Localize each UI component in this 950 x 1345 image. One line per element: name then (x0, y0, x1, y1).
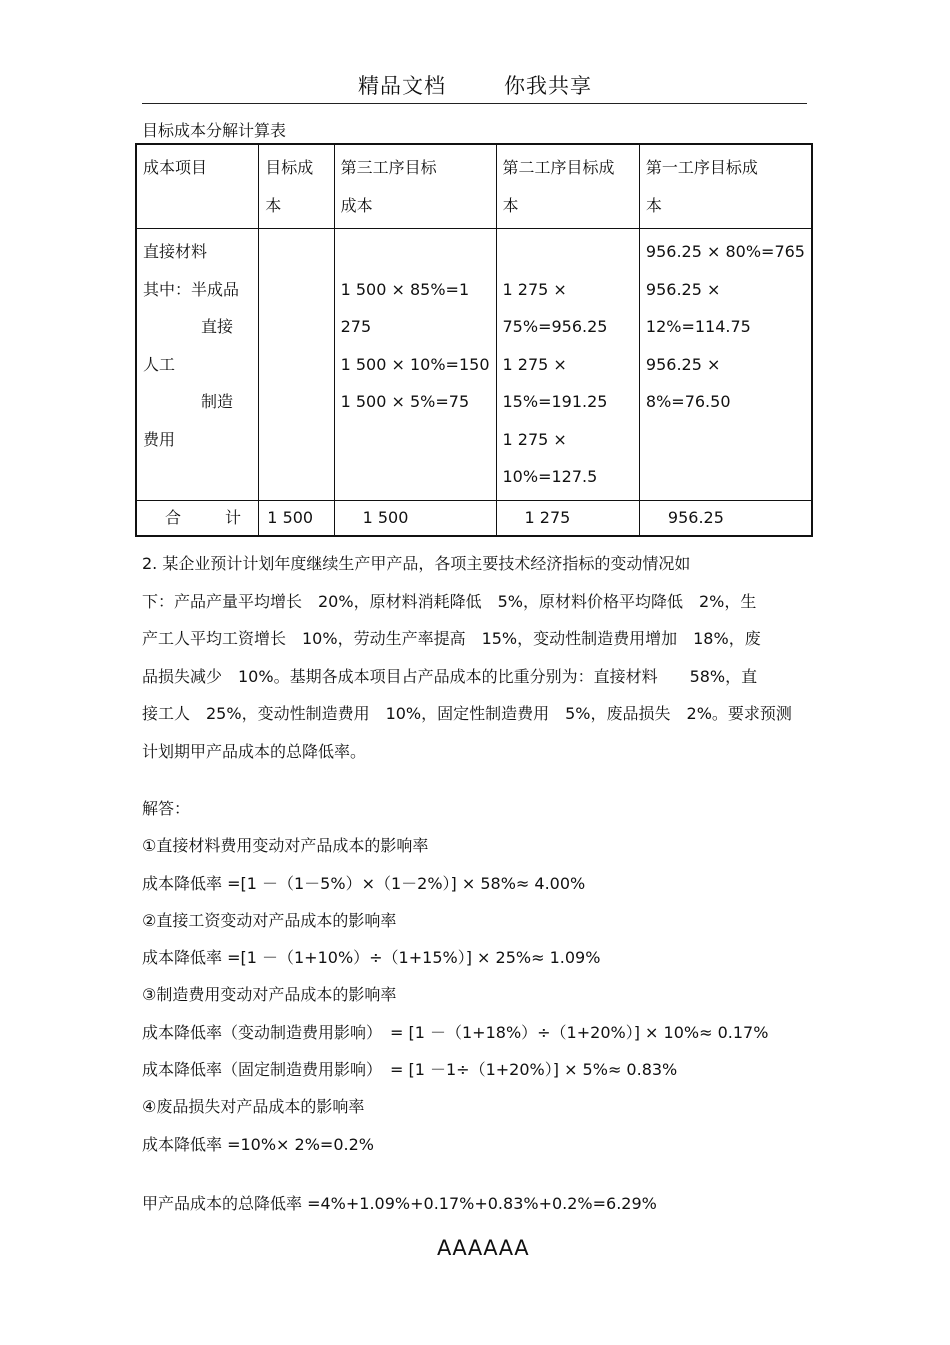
total-label-cell: 合 计 (136, 500, 259, 536)
problem-statement (142, 545, 812, 770)
answer-line: 成本降低率 =[1 －（1－5%）×（1－2%）] × 58%≈ 4.00% (142, 873, 586, 893)
answer-line: ①直接材料费用变动对产品成本的影响率 (142, 836, 429, 856)
header-cell-target-cost: 目标成 本 (259, 144, 334, 229)
answer-heading: 解答： (142, 799, 191, 818)
table-title: 目标成本分解计算表 (142, 121, 287, 140)
answer-section (142, 790, 822, 1163)
problem-line: 接工人 25%，变动性制造费用 10%，固定性制造费用 5%，废品损失 2%。要求预测 (142, 704, 792, 723)
cost-item-cell: 直接材料 其中：半成品 直接 人工 制造 费用 (136, 229, 259, 501)
answer-line: ④废品损失对产品成本的影响率 (142, 1097, 365, 1117)
header-right-text: 你我共享 (504, 74, 592, 98)
total-reduction-rate: 甲产品成本的总降低率 =4%+1.09%+0.17%+0.83%+0.2%=6.29% (142, 1194, 657, 1213)
page-footer: AAAAAA (436, 1236, 530, 1260)
table-header-row (136, 144, 812, 229)
answer-line: 成本降低率 =[1 －（1+10%）÷（1+15%）] × 25%≈ 1.09% (142, 948, 601, 968)
problem-line: 计划期甲产品成本的总降低率。 (142, 741, 367, 761)
problem-line: 2. 某企业预计计划年度继续生产甲产品，各项主要技术经济指标的变动情况如 (142, 554, 691, 573)
header-cell-process-1: 第一工序目标成 本 (639, 144, 812, 229)
total-process-3-cell: 1 500 (334, 500, 496, 536)
process-1-cell: 956.25 × 80%=765 956.25 × 12%=114.75 956.25 × 8%=76.50 (639, 229, 812, 501)
header-rule (142, 103, 807, 104)
answer-line: ②直接工资变动对产品成本的影响率 (142, 910, 397, 930)
header-cell-process-3: 第三工序目标 成本 (334, 144, 496, 229)
table-total-row (136, 500, 812, 536)
problem-line: 产工人平均工资增长 10%，劳动生产率提高 15%，变动性制造费用增加 18%，废 (142, 629, 761, 648)
header-cell-process-2: 第二工序目标成 本 (496, 144, 639, 229)
total-process-1-cell: 956.25 (639, 500, 812, 536)
process-3-cell: 1 500 × 85%=1 275 1 500 × 10%=150 1 500 × 5%=75 (334, 229, 496, 501)
problem-line: 下：产品产量平均增长 20%，原材料消耗降低 5%，原材料价格平均降低 2%，生 (142, 591, 757, 611)
page-header (0, 70, 950, 100)
header-cell-cost-item: 成本项目 (136, 144, 259, 229)
total-target-cost-cell: 1 500 (259, 500, 334, 536)
total-process-2-cell: 1 275 (496, 500, 639, 536)
process-2-cell: 1 275 × 75%=956.25 1 275 × 15%=191.25 1 275 × 10%=127.5 (496, 229, 639, 501)
target-cost-table (135, 143, 813, 537)
answer-line: 成本降低率（固定制造费用影响） = [1 －1÷（1+20%）] × 5%≈ 0.83% (142, 1060, 678, 1080)
answer-line: 成本降低率 =10%× 2%=0.2% (142, 1134, 374, 1154)
answer-line: 成本降低率（变动制造费用影响） = [1 －（1+18%）÷（1+20%）] × 10%≈ 0.17% (142, 1022, 769, 1042)
header-left-text: 精品文档 (358, 74, 446, 98)
table-body-row (136, 229, 812, 501)
target-cost-cell (259, 229, 334, 501)
problem-line: 品损失减少 10%。基期各成本项目占产品成本的比重分别为：直接材料 58%，直 (142, 666, 758, 686)
answer-line: ③制造费用变动对产品成本的影响率 (142, 985, 397, 1005)
